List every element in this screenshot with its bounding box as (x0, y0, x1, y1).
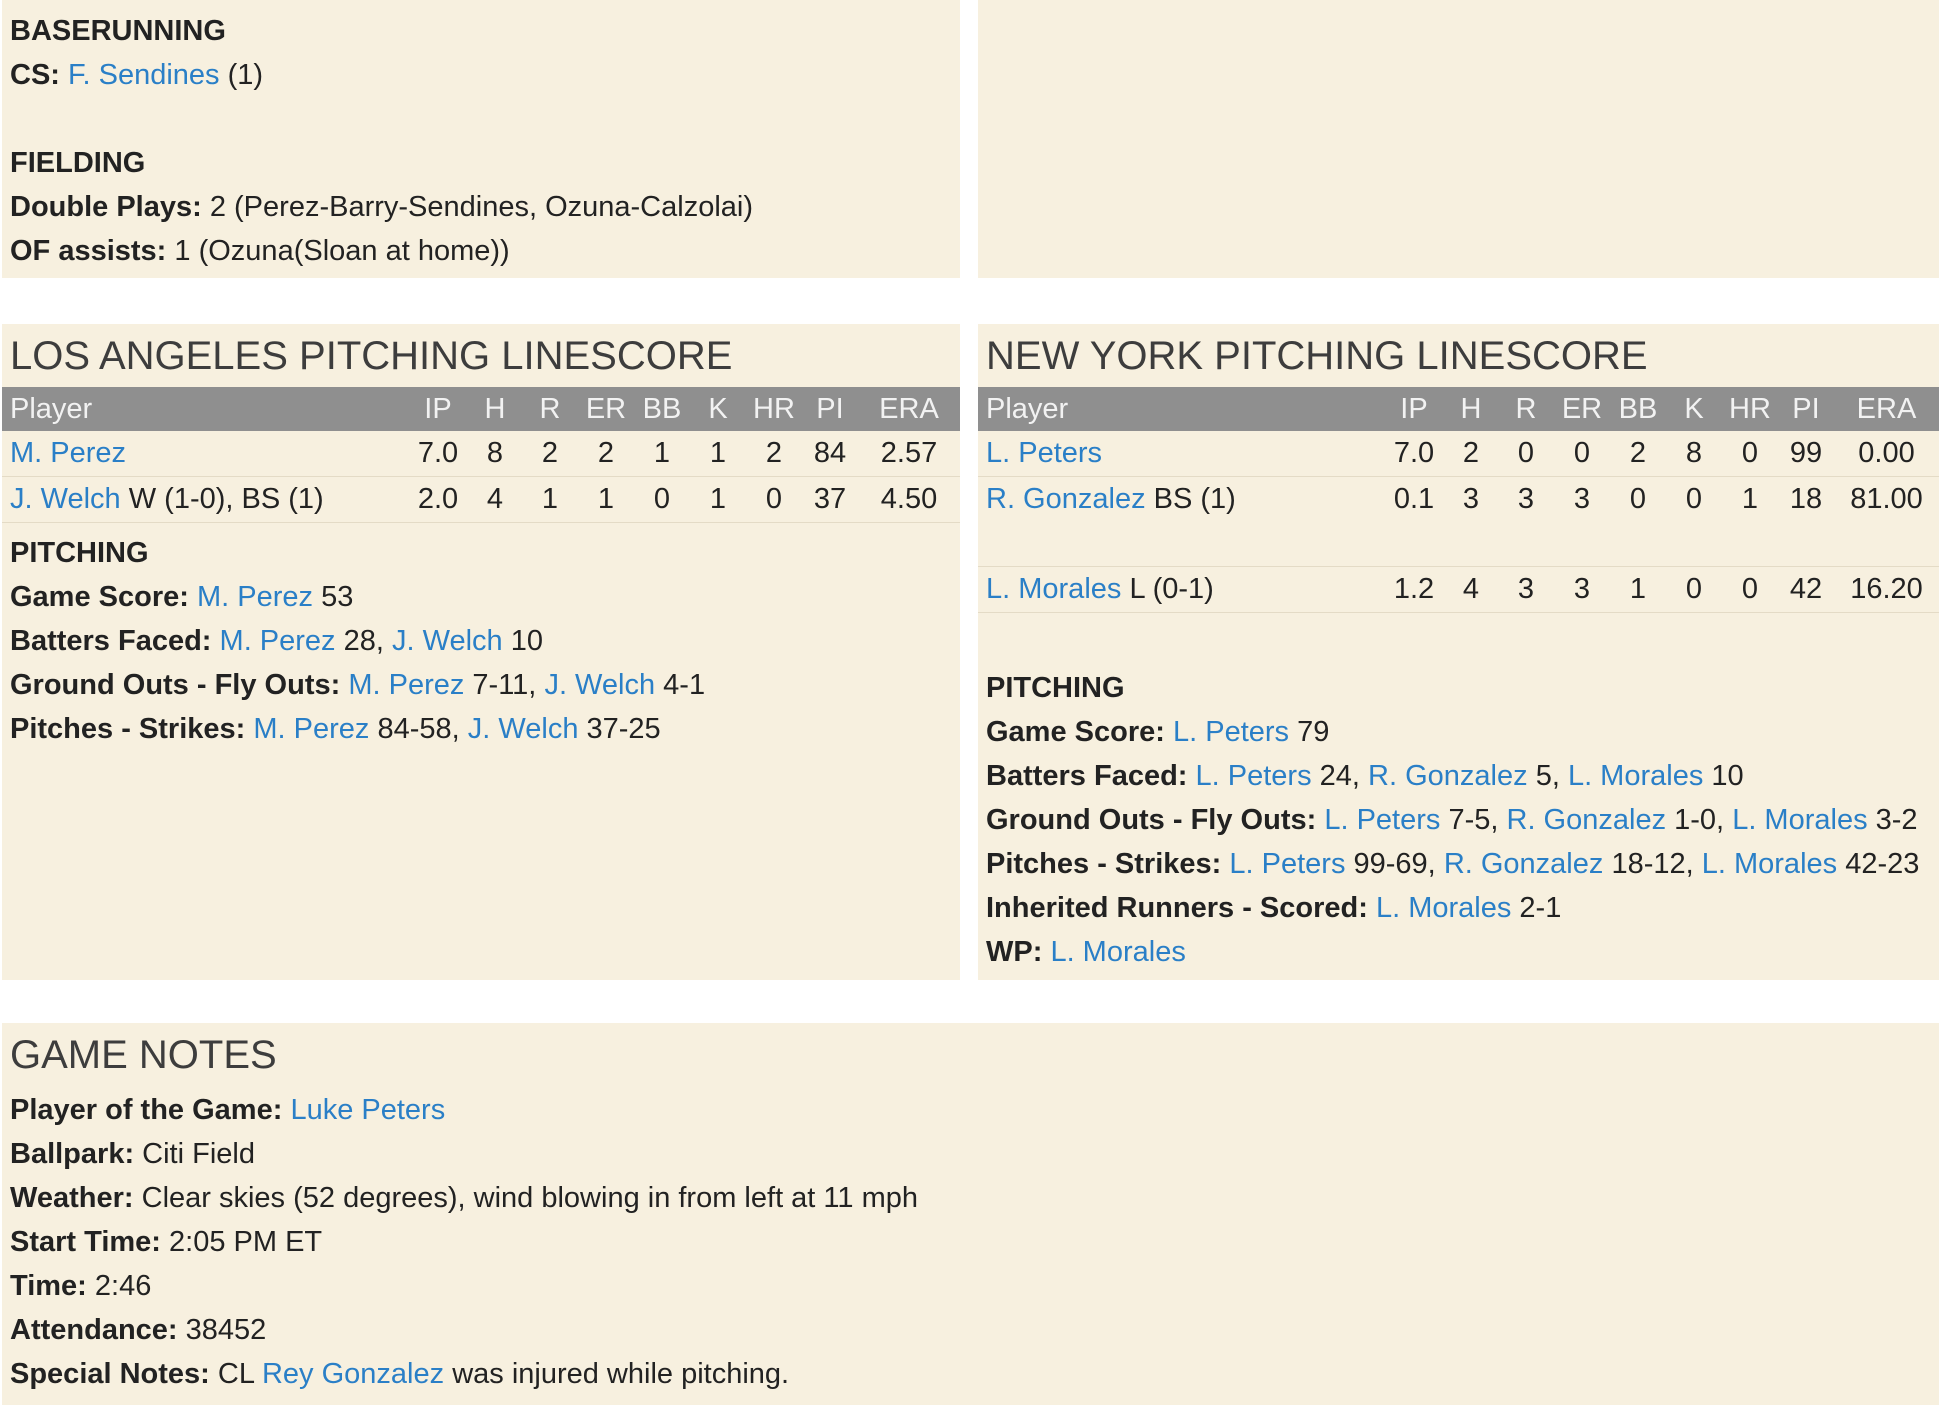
ip-cell: 7.0 (408, 431, 468, 477)
stat-value: 84-58, (377, 713, 460, 745)
bb-cell: 1 (634, 431, 690, 477)
h-cell: 4 (1444, 567, 1498, 613)
pitches-strikes-line (10, 711, 661, 747)
ny-linescore-title: NEW YORK PITCHING LINESCORE (986, 334, 1648, 378)
la-pitching-table (2, 387, 960, 523)
player-link[interactable]: L. Morales (1567, 760, 1704, 792)
ny-pitching-heading: PITCHING (986, 672, 1125, 704)
player-link[interactable]: L. Peters (1172, 716, 1290, 748)
pi-cell: 99 (1778, 431, 1834, 477)
game-score-line (986, 714, 1329, 750)
table-row (978, 431, 1939, 477)
col-header[interactable]: IP (408, 387, 468, 431)
pi-cell: 18 (1789, 483, 1823, 515)
player-link[interactable]: Luke Peters (290, 1094, 446, 1126)
stat-value: 18-12, (1611, 848, 1694, 880)
player-cell (2, 477, 408, 523)
stat-label: Batters Faced: (10, 625, 212, 657)
col-header[interactable]: K (1666, 387, 1722, 431)
dp-label: Double Plays: (10, 191, 202, 223)
col-header[interactable]: Player (2, 387, 408, 431)
player-of-game-line (10, 1092, 445, 1128)
r-cell: 3 (1498, 567, 1554, 613)
player-link[interactable]: L. Peters (1195, 760, 1312, 792)
col-header[interactable]: HR (746, 387, 802, 431)
stat-value: 4-1 (663, 669, 706, 701)
note-value: 2:46 (94, 1270, 152, 1302)
er-cell: 1 (578, 477, 634, 523)
player-link[interactable]: L. Morales (1375, 892, 1512, 924)
col-header[interactable]: ERA (858, 387, 960, 431)
note-label: Time: (10, 1270, 87, 1302)
table-header-row (2, 387, 960, 431)
col-header[interactable]: ER (1554, 387, 1610, 431)
of-assists-line (10, 233, 510, 269)
col-header[interactable]: BB (634, 387, 690, 431)
note-label: Weather: (10, 1182, 134, 1214)
cs-label: CS: (10, 59, 60, 91)
start-time-line (10, 1224, 322, 1260)
h-cell: 8 (468, 431, 522, 477)
la-pitching-panel (2, 324, 960, 980)
player-link[interactable]: M. Perez (196, 581, 314, 613)
col-header[interactable]: Player (978, 387, 1384, 431)
player-link[interactable]: L. Peters (986, 437, 1103, 469)
table-header-row (978, 387, 1939, 431)
hr-cell: 2 (746, 431, 802, 477)
la-pitching-heading: PITCHING (10, 537, 149, 569)
col-header[interactable]: R (1498, 387, 1554, 431)
col-header[interactable]: BB (1610, 387, 1666, 431)
of-label: OF assists: (10, 235, 167, 267)
player-link[interactable]: L. Morales (1732, 804, 1868, 836)
er-cell: 3 (1573, 483, 1591, 515)
table-row (2, 431, 960, 477)
ip-cell: 2.0 (408, 477, 468, 523)
stat-value: 7-5, (1448, 804, 1499, 836)
bb-cell: 0 (1629, 483, 1647, 515)
hr-cell: 0 (746, 477, 802, 523)
r-cell: 1 (522, 477, 578, 523)
player-cell (978, 567, 1384, 613)
col-header[interactable]: K (690, 387, 746, 431)
note-value: 38452 (185, 1314, 267, 1346)
col-header[interactable]: R (522, 387, 578, 431)
note-label: Player of the Game: (10, 1094, 283, 1126)
player-cell (978, 431, 1384, 477)
dp-value: 2 (Perez-Barry-Sendines, Ozuna-Calzolai) (209, 191, 753, 223)
game-notes-panel (2, 1023, 1939, 1405)
player-link[interactable]: M. Perez (348, 669, 465, 701)
note-label: Start Time: (10, 1226, 161, 1258)
r-cell: 0 (1498, 431, 1554, 477)
groundouts-flyouts-line (986, 802, 1918, 838)
col-header[interactable]: H (1444, 387, 1498, 431)
er-cell: 0 (1554, 431, 1610, 477)
ny-pitching-panel (978, 324, 1939, 980)
batters-faced-line (10, 623, 543, 659)
inherited-runners-line (986, 890, 1561, 926)
col-header[interactable]: PI (1778, 387, 1834, 431)
player-cell (2, 431, 408, 477)
note-value: 2:05 PM ET (169, 1226, 323, 1258)
player-link[interactable]: R. Gonzalez (1506, 804, 1667, 836)
stat-value: 79 (1297, 716, 1330, 748)
stat-label: Ground Outs - Fly Outs: (10, 669, 341, 701)
er-cell: 2 (578, 431, 634, 477)
hr-cell: 0 (1722, 431, 1778, 477)
player-link[interactable]: L. Morales (986, 573, 1122, 605)
col-header[interactable]: IP (1384, 387, 1444, 431)
k-cell: 0 (1685, 483, 1703, 515)
er-cell: 3 (1554, 567, 1610, 613)
k-cell: 1 (690, 477, 746, 523)
k-cell: 0 (1666, 567, 1722, 613)
k-cell: 1 (690, 431, 746, 477)
player-link[interactable]: R. Gonzalez (1443, 848, 1604, 880)
bb-cell: 2 (1610, 431, 1666, 477)
note-value: was injured while pitching. (452, 1358, 790, 1390)
fielding-heading: FIELDING (10, 147, 146, 179)
stat-value: 3-2 (1875, 804, 1918, 836)
table-row (978, 567, 1939, 613)
baserunning-fielding-panel (2, 0, 960, 278)
stat-label: Inherited Runners - Scored: (986, 892, 1368, 924)
ip-cell: 7.0 (1384, 431, 1444, 477)
stat-label: Game Score: (10, 581, 189, 613)
col-header[interactable]: ERA (1834, 387, 1939, 431)
note-value: Citi Field (142, 1138, 255, 1170)
stat-value: 5, (1535, 760, 1560, 792)
stat-value: 37-25 (586, 713, 661, 745)
stat-value: 10 (510, 625, 544, 657)
game-notes-title: GAME NOTES (10, 1033, 277, 1077)
table-row-spacer (978, 522, 1939, 567)
col-header[interactable]: ER (578, 387, 634, 431)
r-cell: 2 (522, 431, 578, 477)
player-link[interactable]: J. Welch (467, 713, 579, 745)
stat-label: Ground Outs - Fly Outs: (986, 804, 1317, 836)
caught-stealing-line (10, 57, 263, 93)
bb-cell: 1 (1610, 567, 1666, 613)
player-link[interactable]: R. Gonzalez (986, 483, 1146, 515)
k-cell: 8 (1666, 431, 1722, 477)
stat-value: 28, (343, 625, 384, 657)
ip-cell: 0.1 (1393, 483, 1435, 515)
r-cell: 3 (1517, 483, 1535, 515)
player-link[interactable]: J. Welch (544, 669, 656, 701)
era-cell: 0.00 (1834, 431, 1939, 477)
double-plays-line (10, 189, 753, 225)
pi-cell: 84 (802, 431, 858, 477)
col-header[interactable]: PI (802, 387, 858, 431)
player-link[interactable]: M. Perez (10, 437, 127, 469)
note-label: Attendance: (10, 1314, 178, 1346)
player-cell (978, 477, 1384, 523)
era-cell: 16.20 (1834, 567, 1939, 613)
weather-line (10, 1180, 918, 1216)
player-link[interactable]: L. Morales (1701, 848, 1838, 880)
note-label: Special Notes: (10, 1358, 210, 1390)
table-row (978, 477, 1939, 523)
era-cell: 2.57 (858, 431, 960, 477)
ballpark-line (10, 1136, 255, 1172)
note-label: Ballpark: (10, 1138, 135, 1170)
ip-cell: 1.2 (1384, 567, 1444, 613)
note-value: Clear skies (52 degrees), wind blowing in from left at 11 mph (141, 1182, 918, 1214)
decision-note: BS (1) (1153, 483, 1236, 515)
game-time-line (10, 1268, 151, 1304)
col-header[interactable]: HR (1722, 387, 1778, 431)
stat-value: 2-1 (1519, 892, 1562, 924)
stat-label: WP: (986, 936, 1043, 968)
player-link[interactable]: L. Peters (1324, 804, 1441, 836)
stat-value: 53 (321, 581, 354, 613)
stat-label: Game Score: (986, 716, 1165, 748)
player-link[interactable]: F. Sendines (68, 59, 220, 91)
attendance-line (10, 1312, 266, 1348)
decision-note: L (0-1) (1129, 573, 1214, 605)
player-link[interactable]: L. Peters (1229, 848, 1346, 880)
empty-panel (978, 0, 1939, 278)
pi-cell: 42 (1778, 567, 1834, 613)
h-cell: 4 (468, 477, 522, 523)
stat-value: 99-69, (1353, 848, 1436, 880)
baserunning-heading: BASERUNNING (10, 15, 226, 47)
stat-value: 42-23 (1845, 848, 1920, 880)
era-cell: 81.00 (1850, 483, 1923, 515)
special-notes-line (10, 1356, 789, 1392)
stat-value: 24, (1319, 760, 1360, 792)
player-link[interactable]: R. Gonzalez (1368, 760, 1528, 792)
la-linescore-title: LOS ANGELES PITCHING LINESCORE (10, 334, 733, 378)
hr-cell: 1 (1741, 483, 1759, 515)
game-score-line (10, 579, 353, 615)
stat-label: Batters Faced: (986, 760, 1188, 792)
cs-count: (1) (227, 59, 264, 91)
stat-label: Pitches - Strikes: (10, 713, 246, 745)
pitches-strikes-line (986, 846, 1919, 882)
col-header[interactable]: H (468, 387, 522, 431)
batters-faced-line (986, 758, 1744, 794)
decision-note: W (1-0), BS (1) (128, 483, 324, 515)
stat-label: Pitches - Strikes: (986, 848, 1222, 880)
era-cell: 4.50 (858, 477, 960, 523)
hr-cell: 0 (1722, 567, 1778, 613)
stat-value: 1-0, (1674, 804, 1725, 836)
player-link[interactable]: J. Welch (392, 625, 503, 657)
player-link[interactable]: L. Morales (1050, 936, 1186, 968)
pi-cell: 37 (802, 477, 858, 523)
stat-value: 7-11, (472, 669, 537, 701)
groundouts-flyouts-line (10, 667, 705, 703)
player-link[interactable]: Rey Gonzalez (261, 1358, 445, 1390)
player-link[interactable]: M. Perez (219, 625, 336, 657)
h-cell: 3 (1462, 483, 1480, 515)
of-value: 1 (Ozuna(Sloan at home)) (174, 235, 510, 267)
bb-cell: 0 (634, 477, 690, 523)
player-link[interactable]: M. Perez (253, 713, 370, 745)
table-row (2, 477, 960, 523)
spacer-cell (978, 522, 1939, 567)
h-cell: 2 (1444, 431, 1498, 477)
ny-pitching-table (978, 387, 1939, 613)
wild-pitch-line (986, 934, 1186, 970)
note-value: CL (217, 1358, 254, 1390)
stat-value: 10 (1711, 760, 1744, 792)
player-link[interactable]: J. Welch (10, 483, 121, 515)
